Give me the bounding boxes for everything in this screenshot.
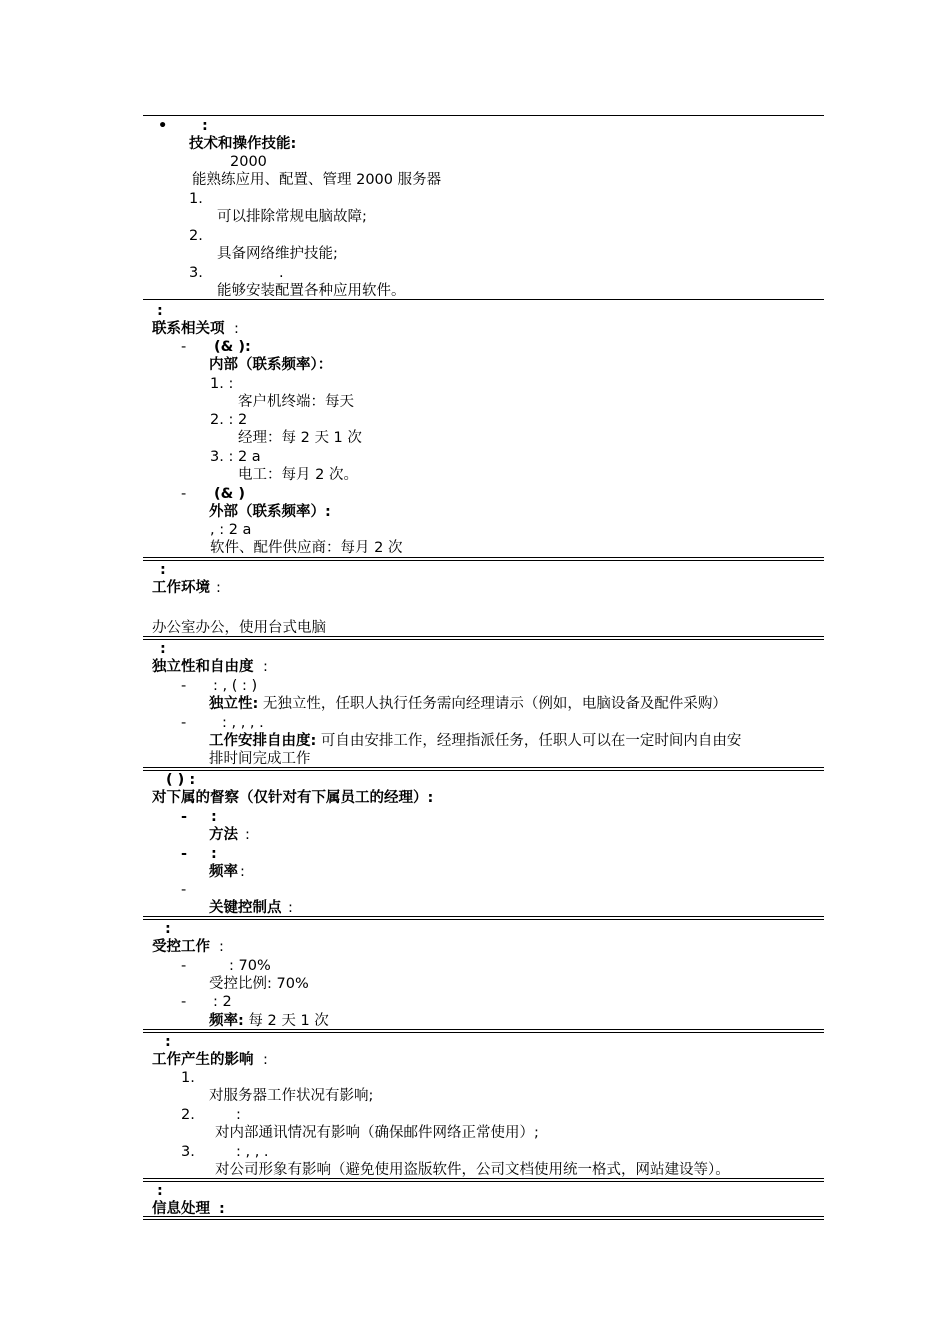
label-colon: : [288, 900, 293, 916]
heading-colon: : [216, 580, 221, 596]
dot-fragment: . [279, 265, 284, 281]
heading-colon: : [263, 1052, 268, 1068]
independence-item [209, 695, 727, 713]
frequency-label: 频率: [209, 1013, 244, 1029]
skill-item: 具备网络维护技能; [217, 246, 338, 262]
controlled-heading: 受控工作 [152, 939, 210, 955]
dash: - [181, 809, 188, 825]
impact-item: 对服务器工作状况有影响; [209, 1088, 374, 1104]
contacts-heading: 联系相关项 [152, 321, 225, 337]
heading-colon: : [219, 939, 224, 955]
fragment: ( ) : [166, 772, 196, 788]
colon-fragment: : [211, 846, 217, 862]
contact-item: 软件、配件供应商：每月 2 次 [210, 540, 403, 556]
number-fragment: 2000 [230, 154, 267, 170]
schedule-freedom-item [209, 732, 741, 750]
colon-fragment: : [157, 1183, 163, 1199]
colon-fragment: : [165, 1034, 171, 1050]
schedule-freedom-text: 可自由安排工作，经理指派任务，任职人可以在一定时间内自由安 [316, 733, 742, 749]
schedule-freedom-text-cont: 排时间完成工作 [209, 751, 311, 767]
frequency-value: 每 2 天 1 次 [243, 1013, 329, 1029]
colon-fragment: : [211, 809, 217, 825]
impact-item: 对内部通讯情况有影响（确保邮件网络正常使用）; [215, 1125, 539, 1141]
section-double-rule [143, 636, 824, 640]
controlled-frequency [209, 1012, 329, 1030]
colon-fragment: : [160, 641, 166, 657]
list-number: 3. [181, 1144, 195, 1160]
internal-contacts-heading: 内部（联系频率）： [209, 357, 333, 373]
fragment: 1. : [210, 376, 234, 392]
dash: - [181, 339, 187, 355]
impact-item: 对公司形象有影响（避免使用盗版软件，公司文档使用统一格式，网站建设等）。 [215, 1162, 730, 1178]
fragment: : , , , . [222, 715, 264, 731]
list-number: 1. [181, 1070, 195, 1086]
independence-label: 独立性: [209, 696, 259, 712]
dash: - [181, 486, 187, 502]
external-contacts-heading: 外部（联系频率）: [209, 504, 331, 520]
list-number: 2. [189, 228, 203, 244]
top-rule [143, 115, 824, 116]
fragment: : 70% [229, 958, 271, 974]
label-colon: : [245, 827, 250, 843]
skill-item: 可以排除常规电脑故障; [217, 209, 367, 225]
fragment: , : 2 a [210, 522, 252, 538]
section-double-rule [143, 1178, 824, 1182]
impact-heading: 工作产生的影响 [152, 1052, 254, 1068]
section-double-rule [143, 767, 824, 771]
dash: - [181, 958, 187, 974]
colon-fragment: : [157, 303, 163, 319]
environment-heading: 工作环境 [152, 580, 210, 596]
contact-item: 经理：每 2 天 1 次 [238, 430, 362, 446]
server-skill: 能熟练应用、配置、管理 2000 服务器 [192, 172, 442, 188]
section-double-rule [143, 1029, 824, 1033]
heading-colon: : [219, 1201, 225, 1217]
colon-fragment: : [160, 562, 166, 578]
dash: - [181, 678, 187, 694]
fragment: (& ): [214, 339, 251, 355]
list-number: 3. [189, 265, 203, 281]
frequency-label: 频率 [209, 864, 238, 880]
fragment: 2. : 2 [210, 412, 248, 428]
bottom-double-rule [143, 1216, 824, 1220]
fragment: : , , . [236, 1144, 269, 1160]
heading-colon: : [234, 321, 239, 337]
section-double-rule [143, 916, 824, 920]
colon-fragment: : [165, 921, 171, 937]
dash: - [181, 882, 187, 898]
list-number: 1. [189, 191, 203, 207]
method-label: 方法 [209, 827, 238, 843]
independence-heading: 独立性和自由度 [152, 659, 254, 675]
dash: - [181, 846, 188, 862]
control-points-label: 关键控制点 [209, 900, 282, 916]
environment-text: 办公室办公，使用台式电脑 [152, 620, 326, 636]
fragment: : [236, 1107, 241, 1123]
heading-colon: : [263, 659, 268, 675]
info-heading: 信息处理 [152, 1201, 210, 1217]
dash: - [181, 715, 187, 731]
fragment: : 2 [213, 994, 232, 1010]
bullet: • [158, 118, 168, 134]
controlled-ratio: 受控比例: 70% [209, 976, 309, 992]
list-number: 2. [181, 1107, 195, 1123]
supervision-heading: 对下属的督察（仅针对有下属员工的经理）: [152, 790, 434, 806]
contact-item: 客户机终端：每天 [238, 394, 354, 410]
label-colon: : [240, 864, 245, 880]
dash: - [181, 994, 187, 1010]
fragment: 3. : 2 a [210, 449, 261, 465]
schedule-freedom-label: 工作安排自由度: [209, 733, 317, 749]
fragment: : , ( : ) [213, 678, 258, 694]
colon-fragment: : [202, 118, 208, 134]
section-rule [143, 299, 824, 300]
fragment: (& ) [214, 486, 245, 502]
skill-item: 能够安装配置各种应用软件。 [217, 283, 406, 299]
section-double-rule [143, 557, 824, 561]
skills-heading: 技术和操作技能: [189, 136, 297, 152]
independence-text: 无独立性，任职人执行任务需向经理请示（例如，电脑设备及配件采购） [258, 696, 727, 712]
contact-item: 电工：每月 2 次。 [238, 467, 358, 483]
